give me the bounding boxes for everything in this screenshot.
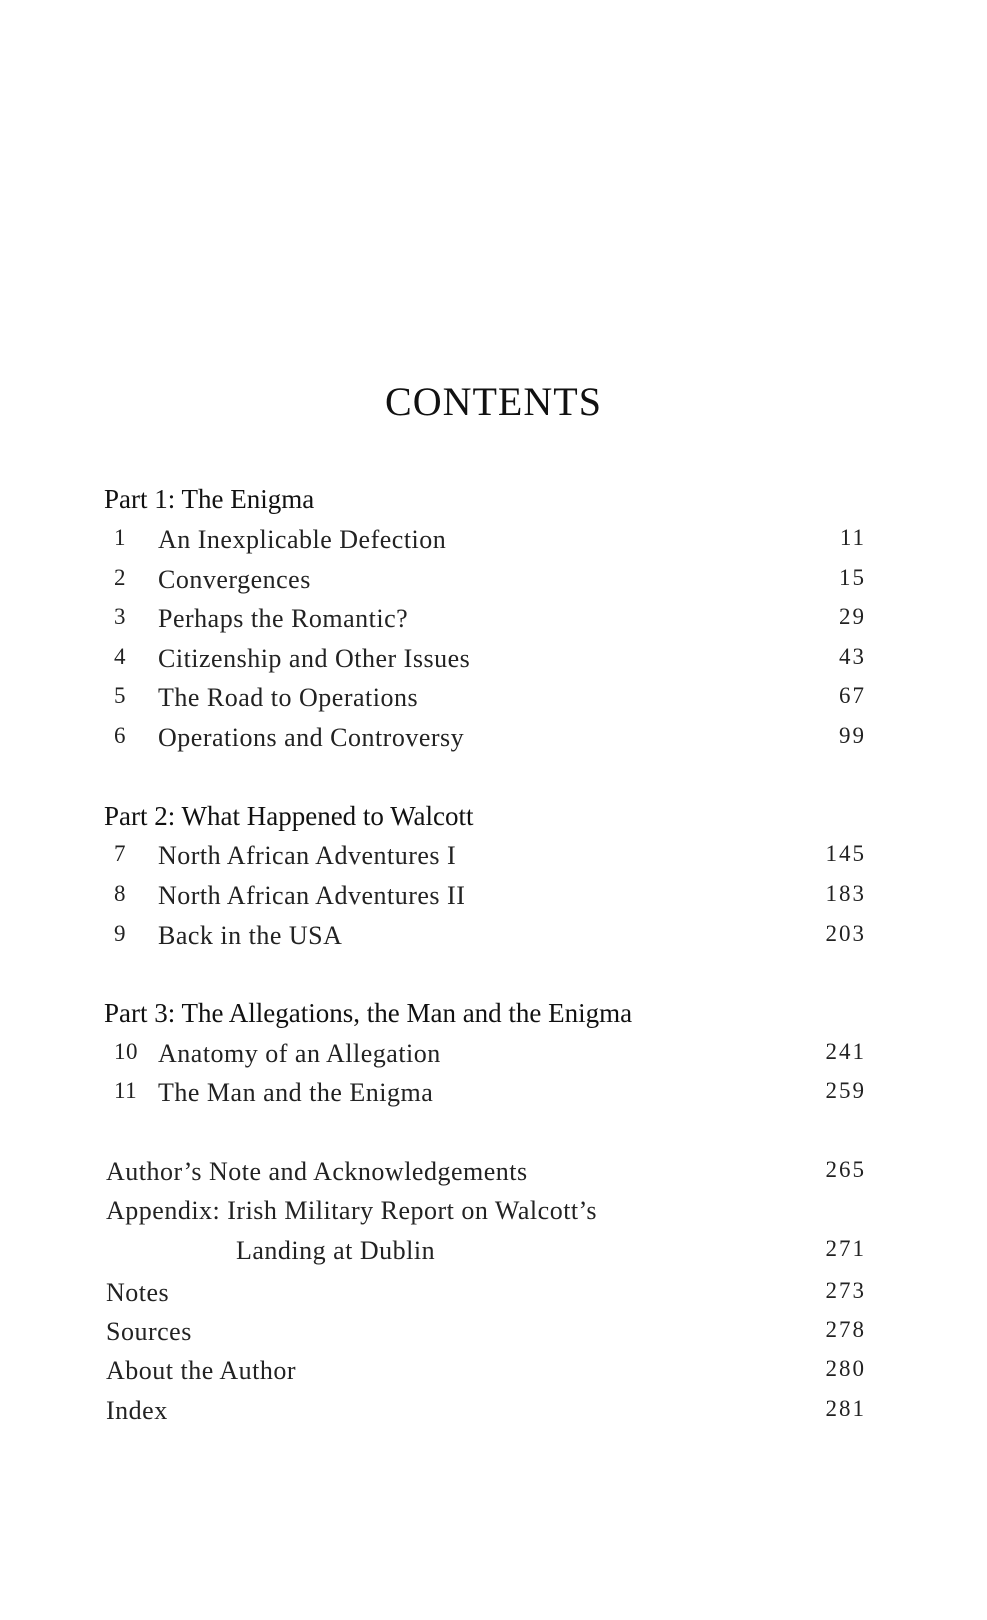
entry-title: About the Author bbox=[106, 1356, 296, 1385]
chapter-title: Convergences bbox=[158, 565, 311, 594]
entry-title: Sources bbox=[106, 1317, 192, 1346]
page-number: 15 bbox=[839, 565, 866, 590]
page-number: 271 bbox=[825, 1236, 866, 1261]
chapter-number: 1 bbox=[114, 525, 126, 550]
chapter-number: 6 bbox=[114, 723, 126, 748]
page-title: CONTENTS bbox=[385, 379, 602, 424]
toc-entry[interactable] bbox=[104, 1039, 866, 1075]
part-heading-1: Part 1: The Enigma bbox=[104, 484, 315, 514]
toc-entry-sources[interactable] bbox=[104, 1317, 866, 1353]
chapter-title: Perhaps the Romantic? bbox=[158, 604, 409, 633]
toc-entry[interactable] bbox=[104, 683, 866, 719]
page-number: 29 bbox=[839, 604, 866, 629]
page-number: 280 bbox=[825, 1356, 866, 1381]
page-number: 265 bbox=[825, 1157, 866, 1182]
entry-title: Appendix: Irish Military Report on Walcott’s bbox=[106, 1196, 597, 1225]
toc-entry[interactable] bbox=[104, 644, 866, 680]
page-number: 273 bbox=[825, 1278, 866, 1303]
entry-title: Index bbox=[106, 1396, 168, 1425]
page-number: 281 bbox=[825, 1396, 866, 1421]
toc-entry[interactable] bbox=[104, 921, 866, 957]
chapter-number: 7 bbox=[114, 841, 126, 866]
toc-entry-appendix-continued[interactable] bbox=[104, 1236, 866, 1272]
page-number: 241 bbox=[825, 1039, 866, 1064]
entry-title: Notes bbox=[106, 1278, 170, 1307]
chapter-number: 5 bbox=[114, 683, 126, 708]
chapter-title: An Inexplicable Defection bbox=[158, 525, 447, 554]
chapter-number: 8 bbox=[114, 881, 126, 906]
toc-entry[interactable] bbox=[104, 604, 866, 640]
toc-entry[interactable] bbox=[104, 841, 866, 877]
chapter-title: Citizenship and Other Issues bbox=[158, 644, 471, 673]
chapter-title: The Road to Operations bbox=[158, 683, 419, 712]
page-number: 67 bbox=[839, 683, 866, 708]
chapter-number: 3 bbox=[114, 604, 126, 629]
entry-title: Author’s Note and Acknowledgements bbox=[106, 1157, 528, 1186]
chapter-title: North African Adventures I bbox=[158, 841, 457, 870]
page-number: 11 bbox=[839, 525, 866, 550]
page-number: 203 bbox=[825, 921, 866, 946]
toc-entry[interactable] bbox=[104, 881, 866, 917]
page-number: 43 bbox=[839, 644, 866, 669]
chapter-title: North African Adventures II bbox=[158, 881, 466, 910]
toc-entry[interactable] bbox=[104, 525, 866, 561]
page-number: 183 bbox=[825, 881, 866, 906]
chapter-number: 4 bbox=[114, 644, 126, 669]
chapter-title: Back in the USA bbox=[158, 921, 343, 950]
toc-entry-author-note[interactable] bbox=[104, 1157, 866, 1193]
toc-entry-index[interactable] bbox=[104, 1396, 866, 1432]
chapter-title: Operations and Controversy bbox=[158, 723, 465, 752]
toc-entry[interactable] bbox=[104, 565, 866, 601]
page-number: 145 bbox=[825, 841, 866, 866]
toc-entry-about[interactable] bbox=[104, 1356, 866, 1392]
part-heading-2: Part 2: What Happened to Walcott bbox=[104, 801, 474, 831]
entry-title-continued: Landing at Dublin bbox=[236, 1236, 436, 1265]
chapter-number: 9 bbox=[114, 921, 126, 946]
toc-entry-appendix[interactable] bbox=[104, 1196, 866, 1232]
chapter-title: The Man and the Enigma bbox=[158, 1078, 434, 1107]
page-number: 278 bbox=[825, 1317, 866, 1342]
chapter-title: Anatomy of an Allegation bbox=[158, 1039, 441, 1068]
chapter-number: 11 bbox=[114, 1078, 138, 1103]
chapter-number: 10 bbox=[114, 1039, 138, 1064]
toc-entry[interactable] bbox=[104, 723, 866, 759]
chapter-number: 2 bbox=[114, 565, 126, 590]
toc-entry[interactable] bbox=[104, 1078, 866, 1114]
toc-entry-notes[interactable] bbox=[104, 1278, 866, 1314]
part-heading-3: Part 3: The Allegations, the Man and the Enigma bbox=[104, 998, 633, 1028]
page-number: 99 bbox=[839, 723, 866, 748]
page-number: 259 bbox=[825, 1078, 866, 1103]
